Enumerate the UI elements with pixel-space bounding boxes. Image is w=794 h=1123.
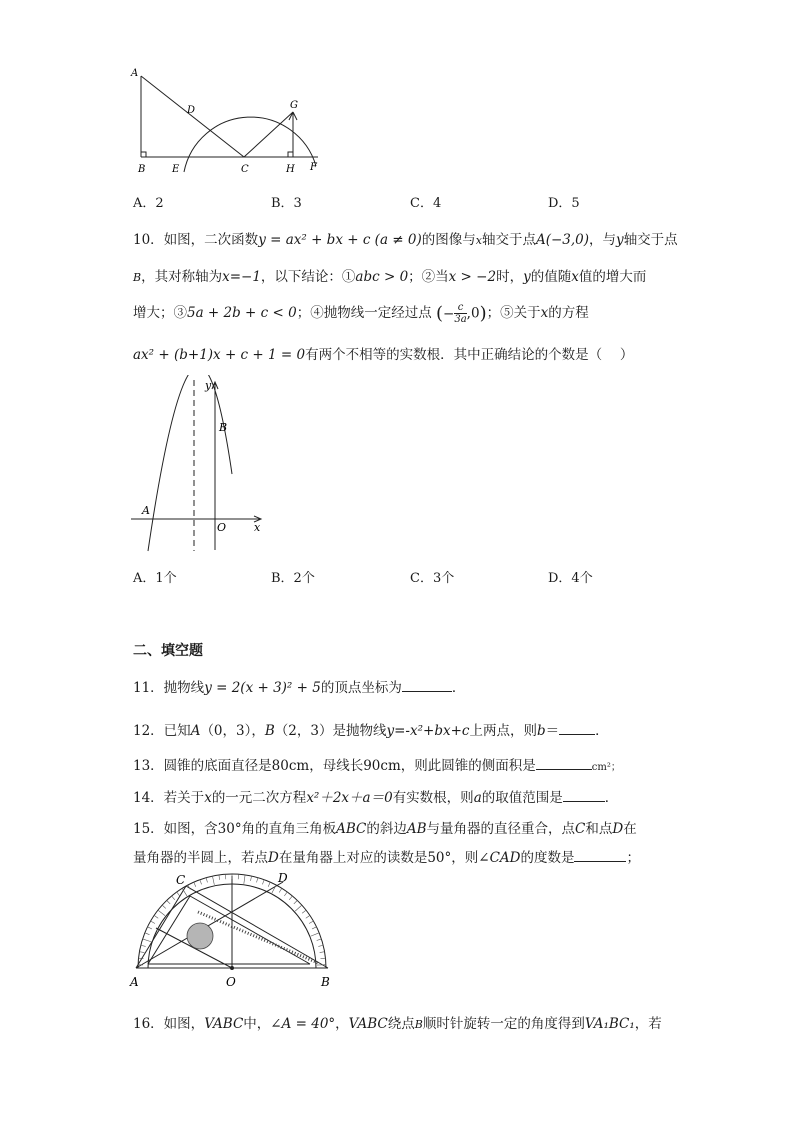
label-y: y [205,379,212,392]
q10-option-b[interactable]: B．2个 [271,571,315,586]
protractor-tick [194,882,196,887]
protractor-tick [167,900,170,904]
q10-line-4: ax² + (b+1)x + c + 1 = 0有两个不相等的实数根．其中正确结论的个数是（ ） [133,347,634,363]
q10-option-a[interactable]: A．1个 [133,571,177,586]
protractor-tick [200,880,202,885]
protractor-tick [148,927,152,929]
chord-ad [136,882,283,968]
protractor-tick [262,880,264,885]
label-f: F [310,162,317,173]
protractor-tick [206,878,207,883]
q12: 12．已知A（0，3），B（2，3）是抛物线y=-x²+bx+c上两点，则b＝ ． [133,723,609,739]
q15-line-2: 量角器的半圆上，若点D在量角器上对应的读数是50°，则∠CAD的度数是 ； [133,850,640,866]
protractor-tick [312,927,316,929]
protractor-tick [182,888,187,896]
protractor-tick [172,896,175,900]
protractor-tick [145,933,150,935]
protractor-tick [321,958,326,959]
q10-line-1: 10．如图，二次函数y = ax² + bx + c (a ≠ 0)的图像与x轴交于点A(−3,0)，与y轴交于点 [133,232,678,248]
q14-answer-blank[interactable] [563,789,605,802]
protractor-tick [141,945,146,946]
label-b: B [219,421,228,434]
protractor-tick [295,905,302,911]
label-a: A [142,504,150,517]
q10-option-c[interactable]: C．3个 [410,571,455,586]
figure-q10 [128,375,278,555]
label-g: G [290,100,298,111]
protractor-tick [320,952,325,953]
protractor-tick [139,958,144,959]
protractor-tick [317,939,322,941]
q15-line-1: 15．如图，含30°角的直角三角板ABC的斜边AB与量角器的直径重合，点C和点D在 [133,821,637,837]
label-o: O [226,975,236,989]
protractor-tick [289,896,292,900]
label-a: A [130,975,139,989]
protractor-tick [284,892,287,896]
protractor-tick [151,921,155,924]
figure-q9 [128,62,328,182]
protractor-knob [187,923,213,949]
protractor-tick [244,875,245,884]
q11-answer-blank[interactable] [402,679,452,692]
q9-option-c[interactable]: C．4 [410,196,442,211]
label-x: x [254,521,261,534]
q13: 13．圆锥的底面直径是80cm，母线长90cm，则此圆锥的侧面积是 cm²； [133,758,621,774]
q9-option-b[interactable]: B．3 [271,196,302,211]
q12-answer-blank[interactable] [559,722,595,735]
q15-answer-blank[interactable] [574,849,626,862]
triangle-inner-1 [148,896,190,964]
label-e: E [172,164,180,175]
label-c: C [176,873,186,887]
q13-answer-blank[interactable] [536,757,592,770]
protractor-tick [268,882,270,887]
protractor-tick [302,910,306,913]
q14: 14．若关于x的一元二次方程x²＋2x＋a＝0有实数根，则a的取值范围是 ． [133,790,619,806]
q10-line-3: 增大；③5a + 2b + c < 0；④抛物线一定经过点 (− $\frac{c}{3a}$ ,0)；⑤关于x的方程 [133,302,589,325]
label-d: D [278,871,288,885]
label-a: A [131,68,139,79]
section-heading: 二、填空题 [133,643,203,659]
protractor-tick [272,885,276,893]
q10-line-2: B，其对称轴为x=−1，以下结论：①abc > 0；②当x > −2时，y的值随x值的增大而 [133,269,647,285]
protractor-tick [309,921,313,924]
protractor-tick [318,945,323,946]
protractor-tick [154,915,158,918]
protractor-tick [143,939,152,942]
protractor-tick [294,900,297,904]
protractor-tick [139,952,144,953]
protractor-tick [251,876,252,881]
protractor-tick [257,878,258,883]
chord-ac [136,886,186,968]
label-h: H [286,164,295,175]
label-o: O [217,521,227,534]
right-angle-b [141,152,146,157]
q11: 11．抛物线y = 2(x + 3)² + 5的顶点坐标为 ． [133,680,466,696]
protractor-tick [162,905,166,908]
protractor-tick [158,910,165,916]
label-c: C [241,164,249,175]
label-b: B [321,975,330,989]
q16: 16．如图，VABC中，∠A = 40°，VABC绕点B顺时针旋转一定的角度得到VA₁BC₁，若 [133,1016,662,1032]
q10-option-d[interactable]: D．4个 [548,571,593,586]
protractor-tick [306,915,310,918]
protractor-tick [311,933,319,936]
center-point-o [230,966,234,970]
q9-option-a[interactable]: A．2 [133,196,164,211]
label-b: B [138,164,146,175]
segment-cg [244,112,293,157]
protractor-tick [212,876,214,885]
point-expression: ( [436,303,444,324]
ruler-scale [198,912,318,963]
q9-option-d[interactable]: D．5 [548,196,580,211]
segment-ac [141,76,244,157]
protractor-tick [177,892,180,896]
figure-q15 [128,868,338,993]
protractor-tick [279,888,282,892]
protractor-tick [219,875,220,880]
label-d: D [187,105,196,116]
right-angle-h [288,152,293,157]
